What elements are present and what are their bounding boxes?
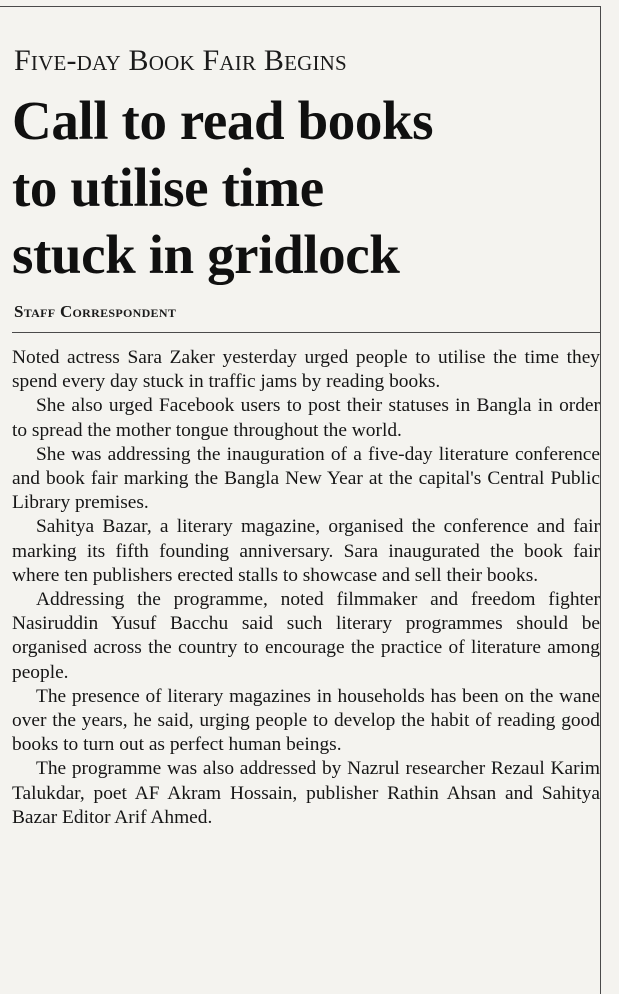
article-body <box>12 346 600 830</box>
article-byline: Staff Correspondent <box>14 302 177 321</box>
article-kicker: Five-day Book Fair Begins <box>14 44 347 77</box>
article-paragraph: She also urged Facebook users to post their statuses in Bangla in order to spread the mother tongue throughout the world. <box>12 395 600 441</box>
headline-line: to utilise time <box>12 157 324 218</box>
article-paragraph: Addressing the programme, noted filmmaker and freedom fighter Nasiruddin Yusuf Bacchu said such literary programmes should be organised across the country to encourage the practice of literature among people. <box>12 589 600 683</box>
article-paragraph: The presence of literary magazines in households has been on the wane over the years, he said, urging people to develop the habit of reading good books to turn out as perfect human beings. <box>12 685 600 756</box>
column-border-rule <box>600 6 601 994</box>
article-headline <box>12 87 598 288</box>
byline-divider <box>12 332 600 333</box>
headline-line: Call to read books <box>12 90 434 151</box>
headline-line: stuck in gridlock <box>12 224 400 285</box>
top-border-rule <box>0 6 601 7</box>
article-paragraph: Noted actress Sara Zaker yesterday urged people to utilise the time they spend every day stuck in traffic jams by reading books. <box>12 347 600 393</box>
article-paragraph: She was addressing the inauguration of a five-day literature conference and book fair marking the Bangla New Year at the capital's Central Public Library premises. <box>12 443 600 514</box>
article-paragraph: The programme was also addressed by Nazrul researcher Rezaul Karim Talukdar, poet AF Akram Hossain, publisher Rathin Ahsan and Sahitya Bazar Editor Arif Ahmed. <box>12 758 600 828</box>
article-paragraph: Sahitya Bazar, a literary magazine, organised the conference and fair marking its fifth founding anniversary. Sara inaugurated the book fair where ten publishers erected stalls to showcase and sell their books. <box>12 516 600 586</box>
